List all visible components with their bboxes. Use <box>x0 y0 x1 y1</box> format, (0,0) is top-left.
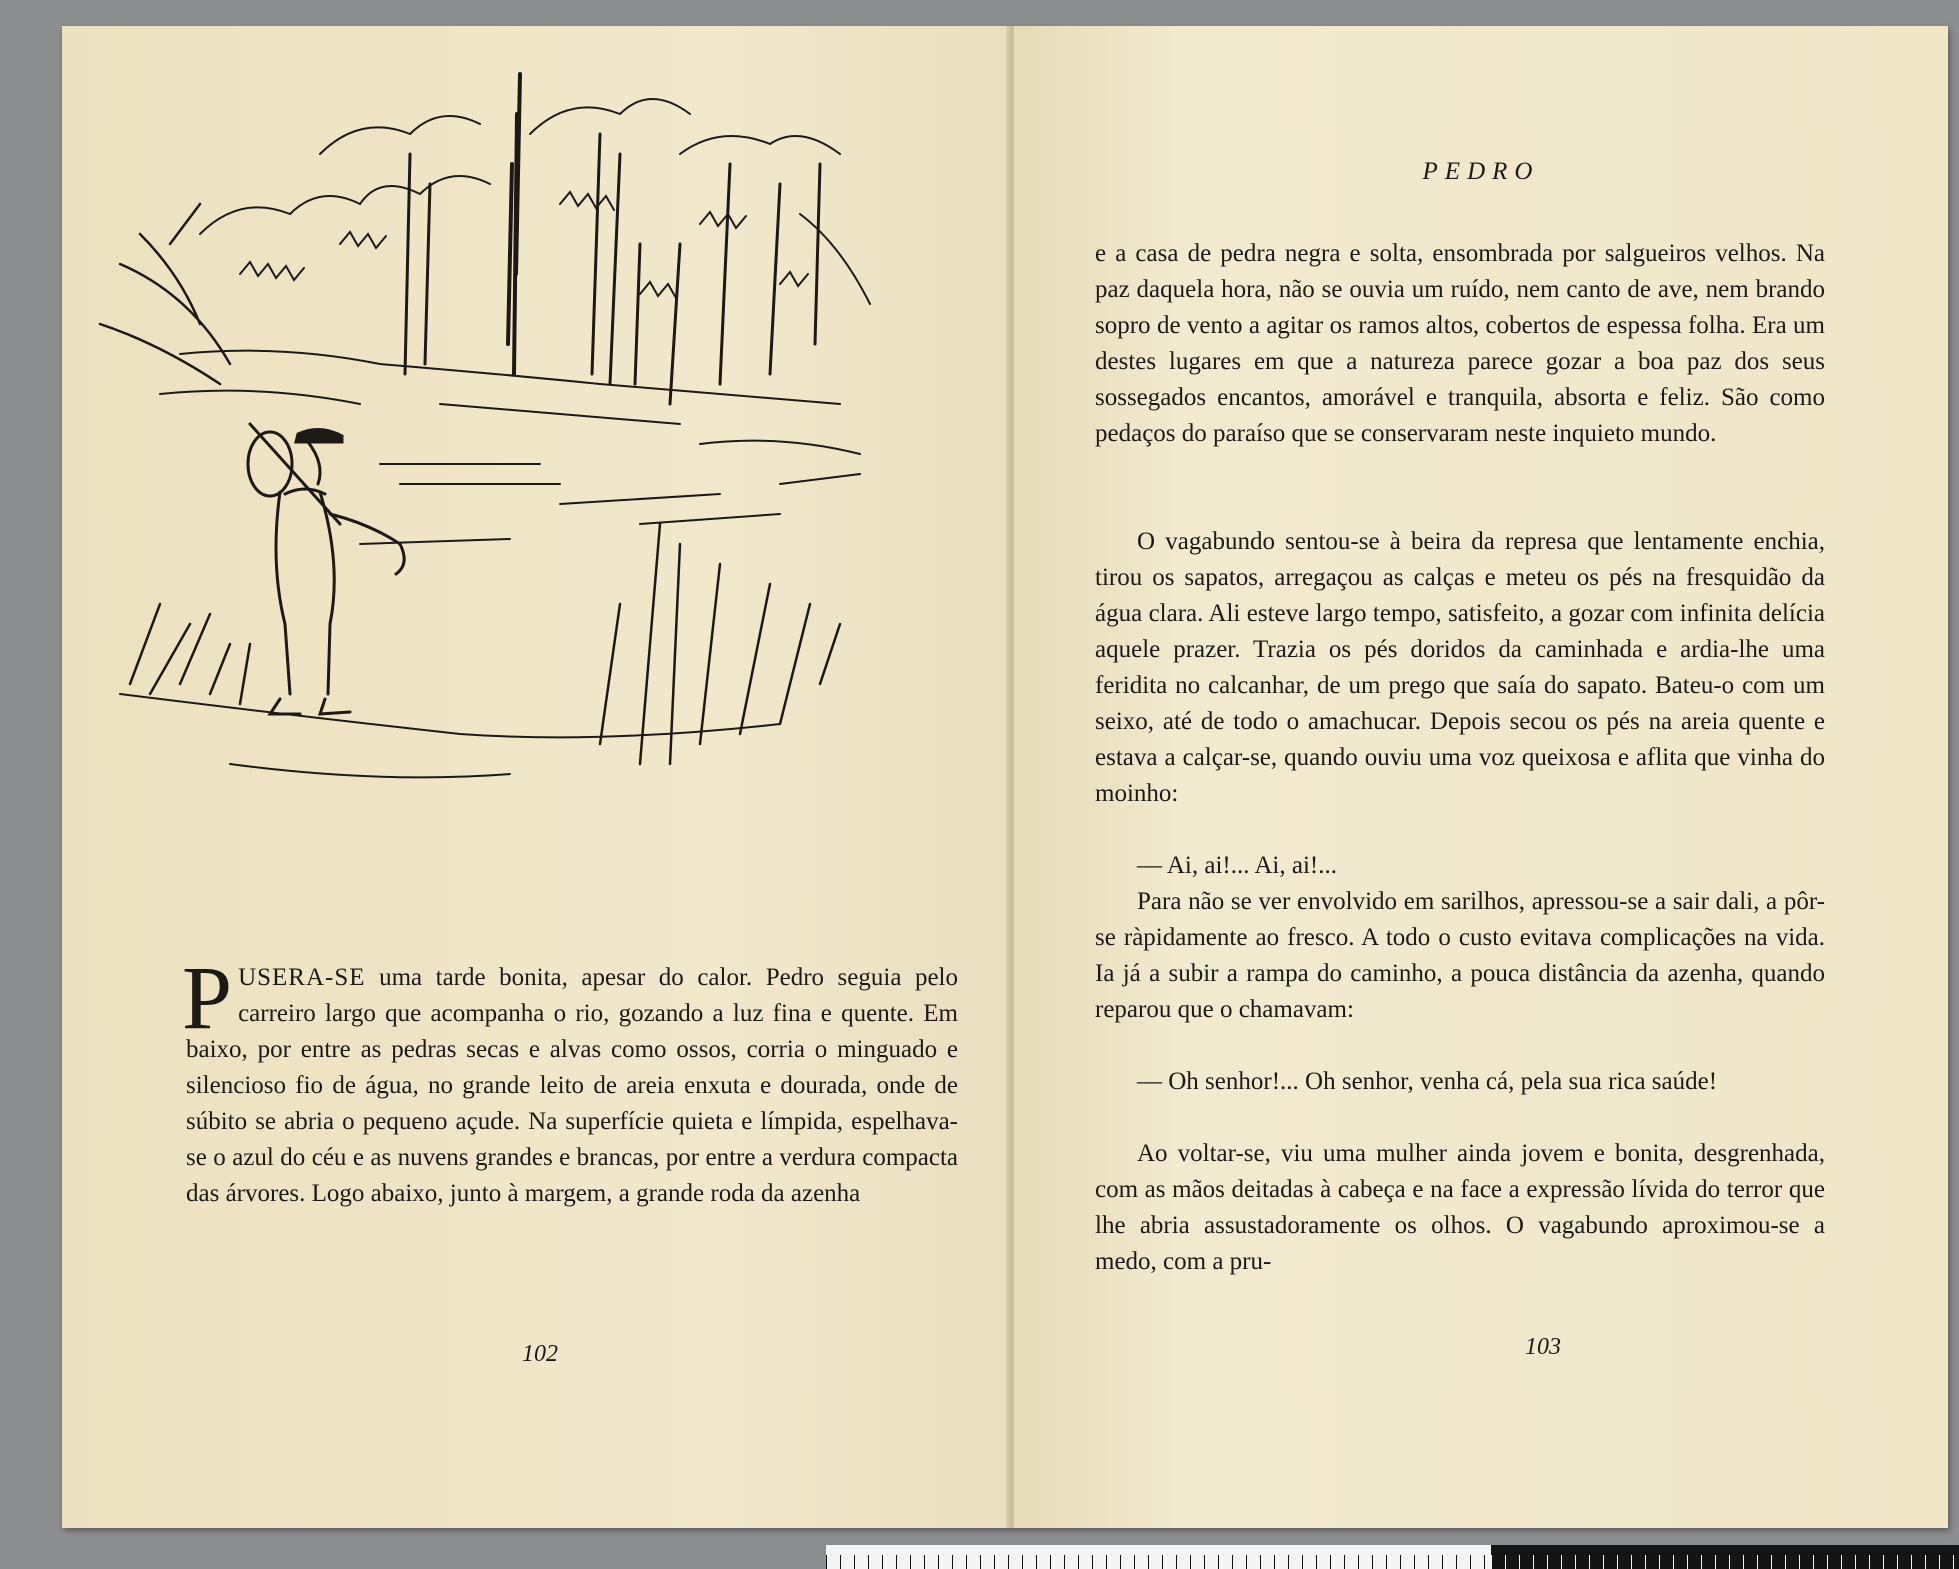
drop-cap: P <box>182 949 233 1048</box>
opening-paragraph-text: uma tarde bonita, apesar do calor. Pedro seguia pelo carreiro largo que acompanha o rio, gozando a luz fina e quente. Em baixo, por entre as pedras secas e alvas como ossos, corria o minguado e silencioso fio de água, no grande leito de areia enxuta e dourada, onde de súbito se abria o pequeno açude. Na superfície quieta e límpida, espelhava-se o azul do céu e as nuvens grandes e brancas, por entre a verdura compacta das árvores. Logo abaixo, junto à margem, a grande roda da azenha <box>186 964 958 1207</box>
right-page <box>1014 26 1948 1528</box>
opening-paragraph <box>182 949 958 1212</box>
right-paragraph-5-dialogue: — Oh senhor!... Oh senhor, venha cá, pela sua rica saúde! <box>1137 1068 1718 1095</box>
right-paragraph-4: Para não se ver envolvido em sarilhos, apressou-se a sair dali, a pôr-se ràpidamente ao fresco. A todo o custo evitava complicações na vida. Ia já a subir a rampa do caminho, a pouca distância da azenha, quando reparou que o chamavam: <box>1095 888 1825 1023</box>
running-head: PEDRO <box>1422 158 1540 185</box>
opening-lead-word: USERA-SE <box>238 964 366 991</box>
right-paragraph-3-dialogue: — Ai, ai!... Ai, ai!... <box>1137 852 1337 879</box>
illustration-vagabond-by-river <box>80 44 990 924</box>
right-paragraph-1: e a casa de pedra negra e solta, ensombrada por salgueiros velhos. Na paz daquela hora, não se ouvia um ruído, nem canto de ave, nem brando sopro de vento a agitar os ramos altos, cobertos de espessa folha. Era um destes lugares em que a natureza parece gozar a boa paz dos seus sossegados encantos, amorável e tranquila, absorta e feliz. São como pedaços do paraíso que se conservaram neste inquieto mundo. <box>1095 240 1825 447</box>
open-book <box>62 26 1948 1528</box>
right-paragraph-6: Ao voltar-se, viu uma mulher ainda jovem e bonita, desgrenhada, com as mãos deitadas à cabeça e na face a expressão lívida do terror que lhe abria assustadoramente os olhos. O vagabundo aproximou-se a medo, com a pru- <box>1095 1140 1825 1275</box>
scale-ruler <box>826 1545 1959 1569</box>
ruler-white-band <box>826 1545 1491 1555</box>
page-number-right: 103 <box>1525 1334 1561 1360</box>
right-paragraph-2: O vagabundo sentou-se à beira da represa que lentamente enchia, tirou os sapatos, arregaçou as calças e meteu os pés na fresquidão da água clara. Ali esteve largo tempo, satisfeito, a gozar com infinita delícia aquele prazer. Trazia os pés doridos da caminhada e ardia-lhe uma feridita no calcanhar, de um prego que saía do sapato. Bateu-o com um seixo, até de todo o amachucar. Depois secou os pés na areia quente e estava a calçar-se, quando ouviu uma voz queixosa e aflita que vinha do moinho: <box>1095 528 1825 807</box>
left-page <box>62 26 1010 1528</box>
ruler-black-band <box>1491 1545 1959 1555</box>
page-number-left: 102 <box>522 1341 558 1367</box>
